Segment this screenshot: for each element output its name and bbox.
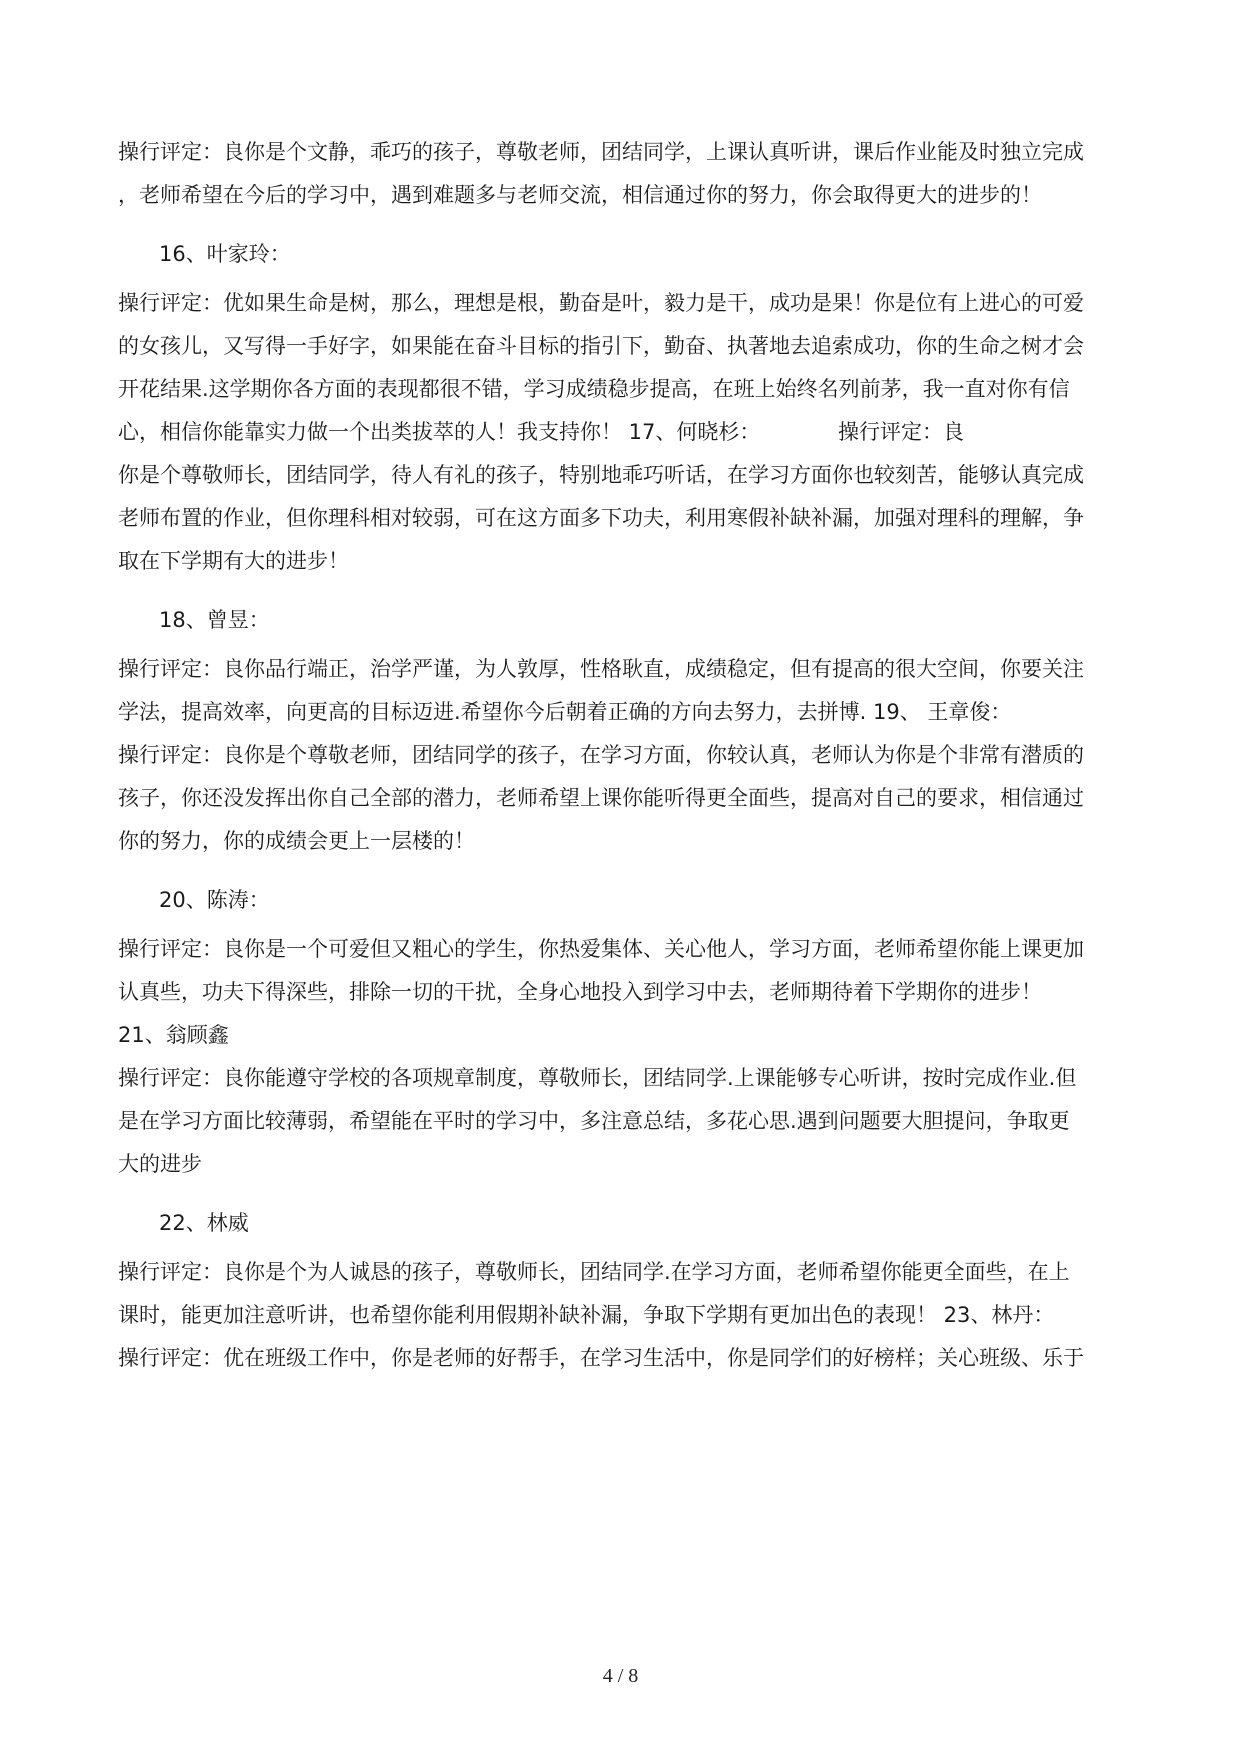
text-line: 你的努力，你的成绩会更上一层楼的！ — [118, 829, 475, 853]
text-line: 操行评定：良你是一个可爱但又粗心的学生，你热爱集体、关心他人，学习方面，老师希望你能上课更加 — [118, 937, 1084, 961]
text-line: 大的进步 — [118, 1152, 202, 1176]
page-number: 4 / 8 — [602, 1665, 639, 1687]
student-heading: 22、林威 — [159, 1211, 249, 1235]
text-line: 你是个尊敬师长，团结同学，待人有礼的孩子，特别地乖巧听话，在学习方面你也较刻苦，能够认真完成 — [118, 463, 1084, 487]
text-line: 操行评定：良你是个尊敬老师，团结同学的孩子，在学习方面，你较认真，老师认为你是个非常有潜质的 — [118, 743, 1084, 767]
student-heading: 21、翁顾鑫 — [118, 1023, 229, 1047]
text-line: 学法，提高效率，向更高的目标迈进.希望你今后朝着正确的方向去努力，去拼博. 19、 王章俊： — [118, 700, 1012, 724]
text-line: 的女孩儿，又写得一手好字，如果能在奋斗目标的指引下，勤奋、执著地去追索成功，你的生命之树才会 — [118, 334, 1084, 358]
text-line: 操行评定：良你是个为人诚恳的孩子，尊敬师长，团结同学.在学习方面，老师希望你能更全面些，在上 — [118, 1260, 1070, 1284]
text-line: 孩子，你还没发挥出你自己全部的潜力，老师希望上课你能听得更全面些，提高对自己的要求，相信通过 — [118, 786, 1084, 810]
text-line: 心，相信你能靠实力做一个出类拔萃的人！我支持你！ 17、何晓杉： — [118, 420, 761, 444]
text-line: 开花结果.这学期你各方面的表现都很不错，学习成绩稳步提高，在班上始终名列前茅，我一直对你有信 — [118, 377, 1070, 401]
text-line: 操行评定：良你品行端正，治学严谨，为人敦厚，性格耿直，成绩稳定，但有提高的很大空间，你要关注 — [118, 657, 1084, 681]
text-line: 课时，能更加注意听讲，也希望你能利用假期补缺补漏，争取下学期有更加出色的表现！ 23、林丹： — [118, 1303, 1055, 1327]
text-line: 操行评定：良你是个文静，乖巧的孩子，尊敬老师，团结同学，上课认真听讲，课后作业能及时独立完成 — [118, 140, 1084, 164]
student-heading: 20、陈涛： — [159, 888, 270, 912]
text-line: 是在学习方面比较薄弱，希望能在平时的学习中，多注意总结，多花心思.遇到问题要大胆提问，争取更 — [118, 1109, 1070, 1133]
text-line: 操行评定：优如果生命是树，那么，理想是根，勤奋是叶，毅力是干，成功是果！你是位有上进心的可爱 — [118, 291, 1084, 315]
text-line: 操行评定：良你能遵守学校的各项规章制度，尊敬师长，团结同学.上课能够专心听讲，按时完成作业.但 — [118, 1066, 1077, 1090]
text-line: 操行评定：良 — [838, 420, 964, 444]
text-line: ，老师希望在今后的学习中，遇到难题多与老师交流，相信通过你的努力，你会取得更大的进步的！ — [118, 183, 1042, 207]
text-line: 操行评定：优在班级工作中，你是老师的好帮手，在学习生活中，你是同学们的好榜样；关心班级、乐于 — [118, 1346, 1084, 1370]
text-line: 认真些，功夫下得深些，排除一切的干扰，全身心地投入到学习中去，老师期待着下学期你的进步！ — [118, 980, 1042, 1004]
text-line: 老师布置的作业，但你理科相对较弱，可在这方面多下功夫，利用寒假补缺补漏，加强对理科的理解，争 — [118, 506, 1084, 530]
student-heading: 18、曾昱： — [159, 608, 270, 632]
text-line: 取在下学期有大的进步！ — [118, 549, 349, 573]
student-heading: 16、叶家玲： — [159, 242, 291, 266]
